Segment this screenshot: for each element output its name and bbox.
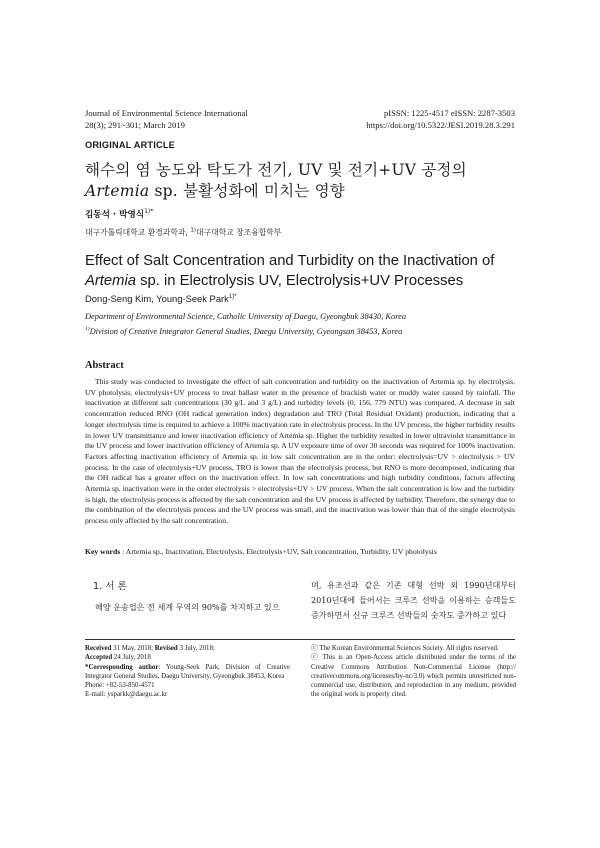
english-title-rest: sp. in Electrolysis UV, Electrolysis+UV Processes [135,273,464,289]
english-title-line2 [85,271,525,291]
revised-label: Revised [154,645,178,652]
journal-issn: pISSN: 1225-4517 eISSN: 2287-3503 [383,108,515,118]
korean-authors [85,208,153,220]
footnote-right [311,644,516,700]
english-affiliations [85,311,525,338]
journal-header-left [85,108,248,131]
keywords-label: Key words [85,547,121,556]
dates-line2 [85,653,290,662]
english-authors-names: Dong-Seng Kim, Young-Seek Park [85,293,229,304]
english-affiliation-2 [85,323,525,338]
footnote-left [85,644,290,700]
korean-title-line1: 해수의 염 농도와 탁도가 전기, UV 및 전기+UV 공정의 [85,161,467,179]
english-affiliation-2-text: Division of Creative Integrator General Studies, Daegu University, Gyeongsan 38453, Korea [89,327,403,337]
copyright-notice: ⓒ The Korean Environmental Sciences Society. All rights reserved. [311,645,499,652]
korean-title-rest: sp. 불활성화에 미치는 영향 [149,182,345,200]
korean-affiliation-sup: 1) [190,227,197,234]
intro-right-column: 며, 유조선과 같은 기존 대형 선박 외 1990년대부터 2010년대에 들어서는 크루즈 선박을 이용하는 승객들도 증가하면서 신규 크루즈 선박들의 숫자도 증가하고 있다 [311,580,516,620]
korean-title [85,160,525,202]
korean-title-line2 [85,181,525,202]
journal-volume: 28(3); 291~301; March 2019 [85,119,185,130]
english-title-species: Artemia [85,273,136,289]
accepted-label: Accepted [85,654,113,662]
abstract-heading: Abstract [85,360,124,371]
license-notice: ⓒ This is an Open-Access article distributed under the terms of the Creative Commons Attribution Non-Commercial License (http:// creativecommons.org/licenses/by-nc/3.0) which permits unrestricted non-commercial use, distribution, and reproduction in any medium, provided the original work is properly cited. [311,654,516,699]
revised-date: 3 July, 2018; [177,645,215,652]
corresponding-text: : Young-Seek Park, Division of Creative Integrator General Studies, Daegu University, Gyeongbuk 38453, Korea [85,663,290,680]
dates-line1 [85,644,290,653]
corresponding-label: *Corresponding author [85,663,159,671]
keywords-text: : Artemia sp., Inactivation, Electrolysis, Electrolysis+UV, Salt concentration, Turbidity, UV photolysis [120,547,437,556]
korean-affiliation-b: 대구대학교 창조융합학부 [196,228,282,237]
received-date: 31 May, 2018; [111,645,155,652]
abstract-body: This study was conducted to investigate the effect of salt concentration and turbidity on the inactivation of Artemia sp. by electrolysis, UV photolysis, electrolysis+UV process to treat ballast water in the presence of brackish water or muddy water caused by rainfall. The inactivation at different salt concentrations (30 g/L and 3 g/L) and turbidity levels (0, 156, 779 NTU) was compared. A decrease in salt concentration reduced RNO (OH radical generation index) degradation and TRO (Total Residual Oxidant) production, indicating that a longer electrolysis time is required to achieve a 100% inactivation rate in electrolysis process. In the UV process, the higher turbidity results in lower UV transmittance and lower inactivation efficiency of Artemia sp. Higher the turbidity resulted in lower ultraviolet transmittance in the UV process and lower inactivation efficiency of Artemia sp. A UV exposure time of over 30 seconds was required for 100% inactivation. Factors affecting inactivation efficiency of Artemia sp. in low salt concentration are in the order: electrolysis=UV > electrolysis > UV process. In the case of electrolysis+UV process, TRO is lower than the electrolysis process, but RNO is more decomposed, indicating that the OH radical has a greater effect on the inactivation effect. In low salt concentrations and high turbidity conditions, factors affecting Artemia sp. inactivation were in the order electrolysis > electrolysis+UV > UV process. When the salt concentration is low and the turbidity is high, the electrolysis process is affected by the salt concentration and the UV process is affected by turbidity. Therefore, the synergy due to the combination of the electrolysis process and the UV process was small, and the inactivation was lower than that of the single electrolysis process only affected by the salt concentration. [85,377,515,526]
footnote-divider [85,639,515,640]
english-title-line1: Effect of Salt Concentration and Turbidity on the Inactivation of [85,253,495,269]
journal-name: Journal of Environmental Science International [85,108,248,118]
accepted-date: 24 July, 2018 [112,654,151,662]
korean-affiliation [85,227,281,238]
received-label: Received [85,645,112,652]
english-authors-sup: 1)* [228,293,237,300]
article-type: ORIGINAL ARTICLE [85,140,175,150]
english-title [85,251,525,291]
korean-authors-names: 김동석 · 박영식 [85,210,145,220]
phone: Phone: +82-53-850-4571 [85,682,155,690]
english-affiliation-2-sup: 1) [85,326,90,333]
korean-affiliation-a: 대구가톨릭대학교 환경과학과, [85,228,191,237]
korean-title-species: Artemia [85,182,150,200]
english-authors [85,293,237,304]
journal-doi[interactable]: https://doi.org/10.5322/JESI.2019.28.3.291 [366,119,515,130]
journal-header-right [366,108,515,131]
email[interactable]: E-mail: ysparkk@daegu.ac.kr [85,691,168,699]
korean-authors-sup: 1)* [144,208,154,216]
intro-left-column: 해양 운송업은 전 세계 무역의 90%를 차지하고 있으 [95,602,280,612]
english-affiliation-1: Department of Environmental Science, Catholic University of Daegu, Gyeongbuk 38430, Korea [85,312,407,321]
section-heading-intro: 1. 서 론 [93,581,127,592]
keywords [85,547,515,556]
corresponding-author [85,663,290,682]
